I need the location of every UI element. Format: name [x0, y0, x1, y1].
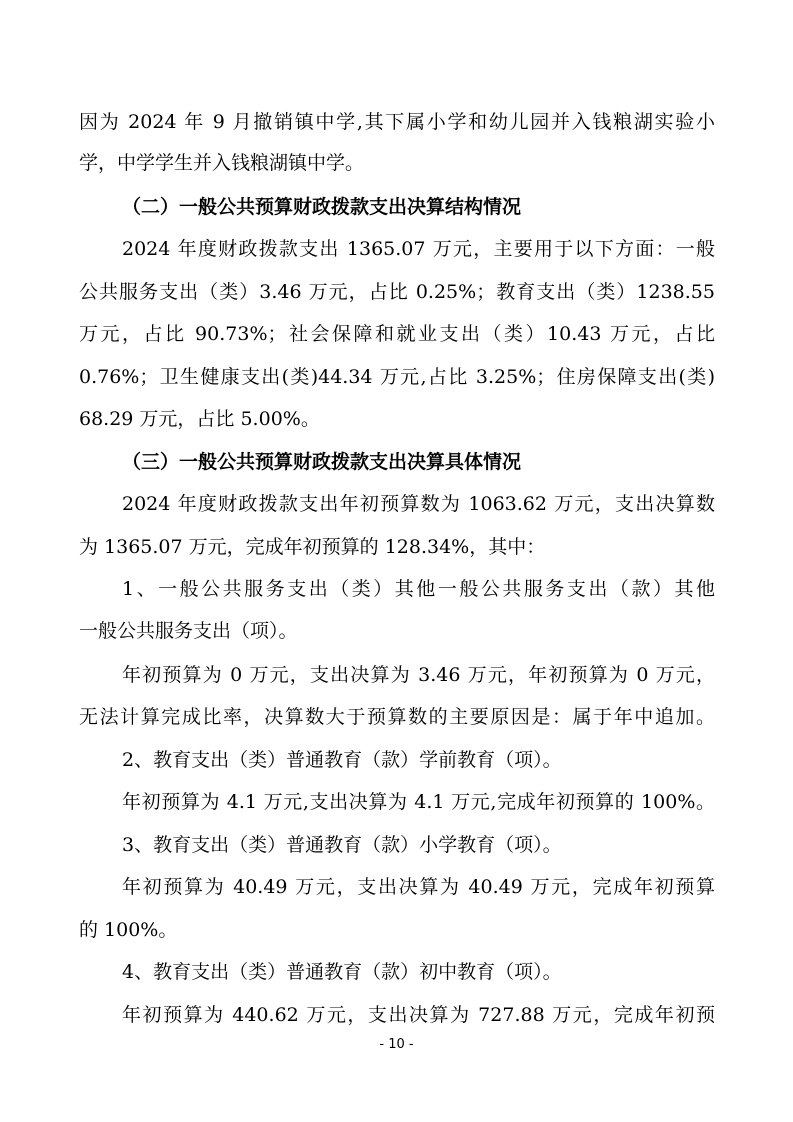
section-heading: （二）一般公共预算财政拨款支出决算结构情况: [122, 196, 522, 218]
paragraph-line: 68.29 万元，占比 5.00%。: [79, 408, 320, 430]
paragraph-line: 4、教育支出（类）普通教育（款）初中教育（项）。: [122, 961, 562, 983]
paragraph-line: 0.76%；卫生健康支出(类)44.34 万元,占比 3.25%；住房保障支出(类): [79, 366, 715, 388]
page-number: - 10 -: [379, 1037, 414, 1052]
paragraph-line: 2、教育支出（类）普通教育（款）学前教育（项）。: [122, 749, 562, 771]
paragraph-line: 年初预算为 440.62 万元，支出决算为 727.88 万元，完成年初预: [122, 1004, 715, 1026]
paragraph-line: 年初预算为 40.49 万元，支出决算为 40.49 万元，完成年初预算: [122, 876, 715, 898]
paragraph-line: 为 1365.07 万元，完成年初预算的 128.34%，其中：: [79, 536, 546, 558]
paragraph-line: 2024 年度财政拨款支出 1365.07 万元，主要用于以下方面：一般: [122, 238, 715, 260]
paragraph-line: 万元，占比 90.73%；社会保障和就业支出（类）10.43 万元，占比: [79, 323, 715, 345]
paragraph-line: 2024 年度财政拨款支出年初预算数为 1063.62 万元，支出决算数: [122, 493, 715, 515]
paragraph-line: 3、教育支出（类）普通教育（款）小学教育（项）。: [122, 834, 562, 856]
paragraph-line: 公共服务支出（类）3.46 万元，占比 0.25%；教育支出（类）1238.55: [79, 281, 715, 303]
paragraph-line: 一般公共服务支出（项）。: [79, 620, 298, 642]
paragraph-line: 1、一般公共服务支出（类）其他一般公共服务支出（款）其他: [122, 578, 715, 600]
section-heading: （三）一般公共预算财政拨款支出决算具体情况: [122, 451, 522, 473]
paragraph-line: 的 100%。: [79, 919, 178, 941]
paragraph-line: 学，中学学生并入钱粮湖镇中学。: [79, 152, 365, 174]
paragraph-line: 因为 2024 年 9 月撤销镇中学,其下属小学和幼儿园并入钱粮湖实验小: [79, 111, 715, 133]
paragraph-line: 年初预算为 4.1 万元,支出决算为 4.1 万元,完成年初预算的 100%。: [122, 791, 715, 813]
paragraph-line: 无法计算完成比率，决算数大于预算数的主要原因是：属于年中追加。: [79, 706, 715, 728]
paragraph-line: 年初预算为 0 万元，支出决算为 3.46 万元，年初预算为 0 万元，: [122, 664, 715, 686]
